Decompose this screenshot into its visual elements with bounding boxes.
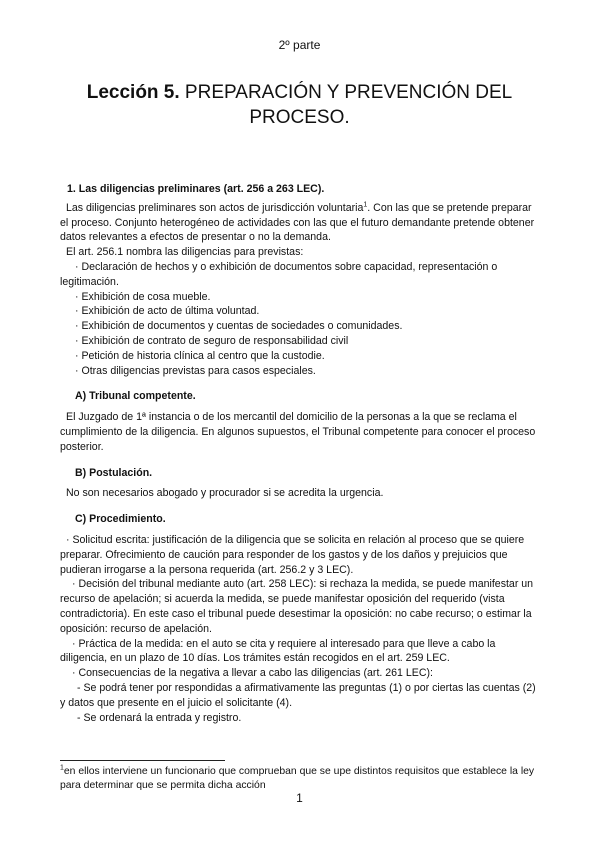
paragraph-postulacion: No son necesarios abogado y procurador si se acredita la urgencia. (66, 487, 384, 500)
list-item: · Exhibición de documentos y cuentas de sociedades o comunidades. (75, 320, 403, 333)
section-heading-1: 1. Las diligencias preliminares (art. 256 a 263 LEC). (67, 183, 325, 195)
paragraph-registro: - Se ordenará la entrada y registro. (77, 711, 242, 724)
list-item: · Exhibición de acto de última voluntad. (75, 305, 260, 318)
list-item: · Exhibición de cosa mueble. (75, 290, 211, 303)
footnote (60, 765, 540, 792)
document-body (60, 182, 540, 725)
section-heading-c: C) Procedimiento. (75, 513, 166, 526)
list-item: · Petición de historia clínica al centro que la custodie. (75, 349, 325, 362)
footnote-mark: 1 (60, 764, 64, 772)
section-heading-a: A) Tribunal competente. (75, 390, 196, 403)
lesson-title-text: PREPARACIÓN Y PREVENCIÓN DEL PROCESO. (179, 82, 513, 128)
list-item: · Otras diligencias previstas para casos especiales. (75, 364, 316, 377)
paragraph-consecuencias: · Consecuencias de la negativa a llevar a cabo las diligencias (art. 261 LEC): (72, 667, 433, 680)
paragraph-practica: · Práctica de la medida: en el auto se cita y requiere al interesado para que lleve a cabo la diligencia, en un plazo de 10 días. Los trámites están recogidos en el art. 259 LEC. (60, 637, 496, 665)
section-heading-b: B) Postulación. (75, 466, 153, 479)
paragraph-decision: · Decisión del tribunal mediante auto (art. 258 LEC): si rechaza la medida, se puede manifestar un recurso de apelación; si acuerda la medida, se puede manifestar oposición del requerido (vista contradictoria). En este caso el tribunal puede desestimar la oposición: no cabe recurso; o estimar la oposición: recurso de apelación. (60, 578, 534, 635)
page-number: 1 (296, 791, 303, 805)
part-header: 2º parte (278, 38, 321, 52)
paragraph-respondidas: - Se podrá tener por respondidas a afirmativamente las preguntas (1) o por ciertas las cuentas (2) y datos que presente en el juicio el solicitante (4). (60, 681, 536, 709)
paragraph-intro: Las diligencias preliminares son actos de jurisdicción voluntaria$^1$. Con las que se pretende preparar el proceso. Conjunto heterogéneo de actividades con las que el futuro demandante pretende obtener datos relevantes a efectos de presentar o no la demanda. (60, 201, 535, 244)
lesson-title (60, 80, 539, 130)
footnote-ref: 1 (363, 201, 368, 209)
footnote-separator (60, 760, 225, 761)
footnote-text: en ellos interviene un funcionario que comprueban que se upe distintos requisitos que establece la ley para determinar que se permita dicha acción (60, 766, 535, 791)
paragraph-tribunal: El Juzgado de 1ª instancia o de los mercantil del domicilio de la personas a la que se reclama el cumplimiento de la diligencia. En algunos supuestos, el Tribunal competente para conocer el proceso posterior. (60, 411, 536, 453)
list-intro: El art. 256.1 nombra las diligencias para previstas: (66, 246, 304, 259)
lesson-number: Lección 5. (86, 82, 180, 103)
list-item: · Declaración de hechos y o exhibición de documentos sobre capacidad, representación o legitimación. (60, 260, 498, 288)
paragraph-solicitud: · Solicitud escrita: justificación de la diligencia que se solicita en relación al proceso que se quiere preparar. Ofrecimiento de caución para responder de los gastos y de los daños y prejuicios que pudieran irrogarse a la persona requerida (art. 256.2 y 3 LEC). (60, 533, 525, 576)
list-item: · Exhibición de contrato de seguro de responsabilidad civil (75, 334, 349, 347)
